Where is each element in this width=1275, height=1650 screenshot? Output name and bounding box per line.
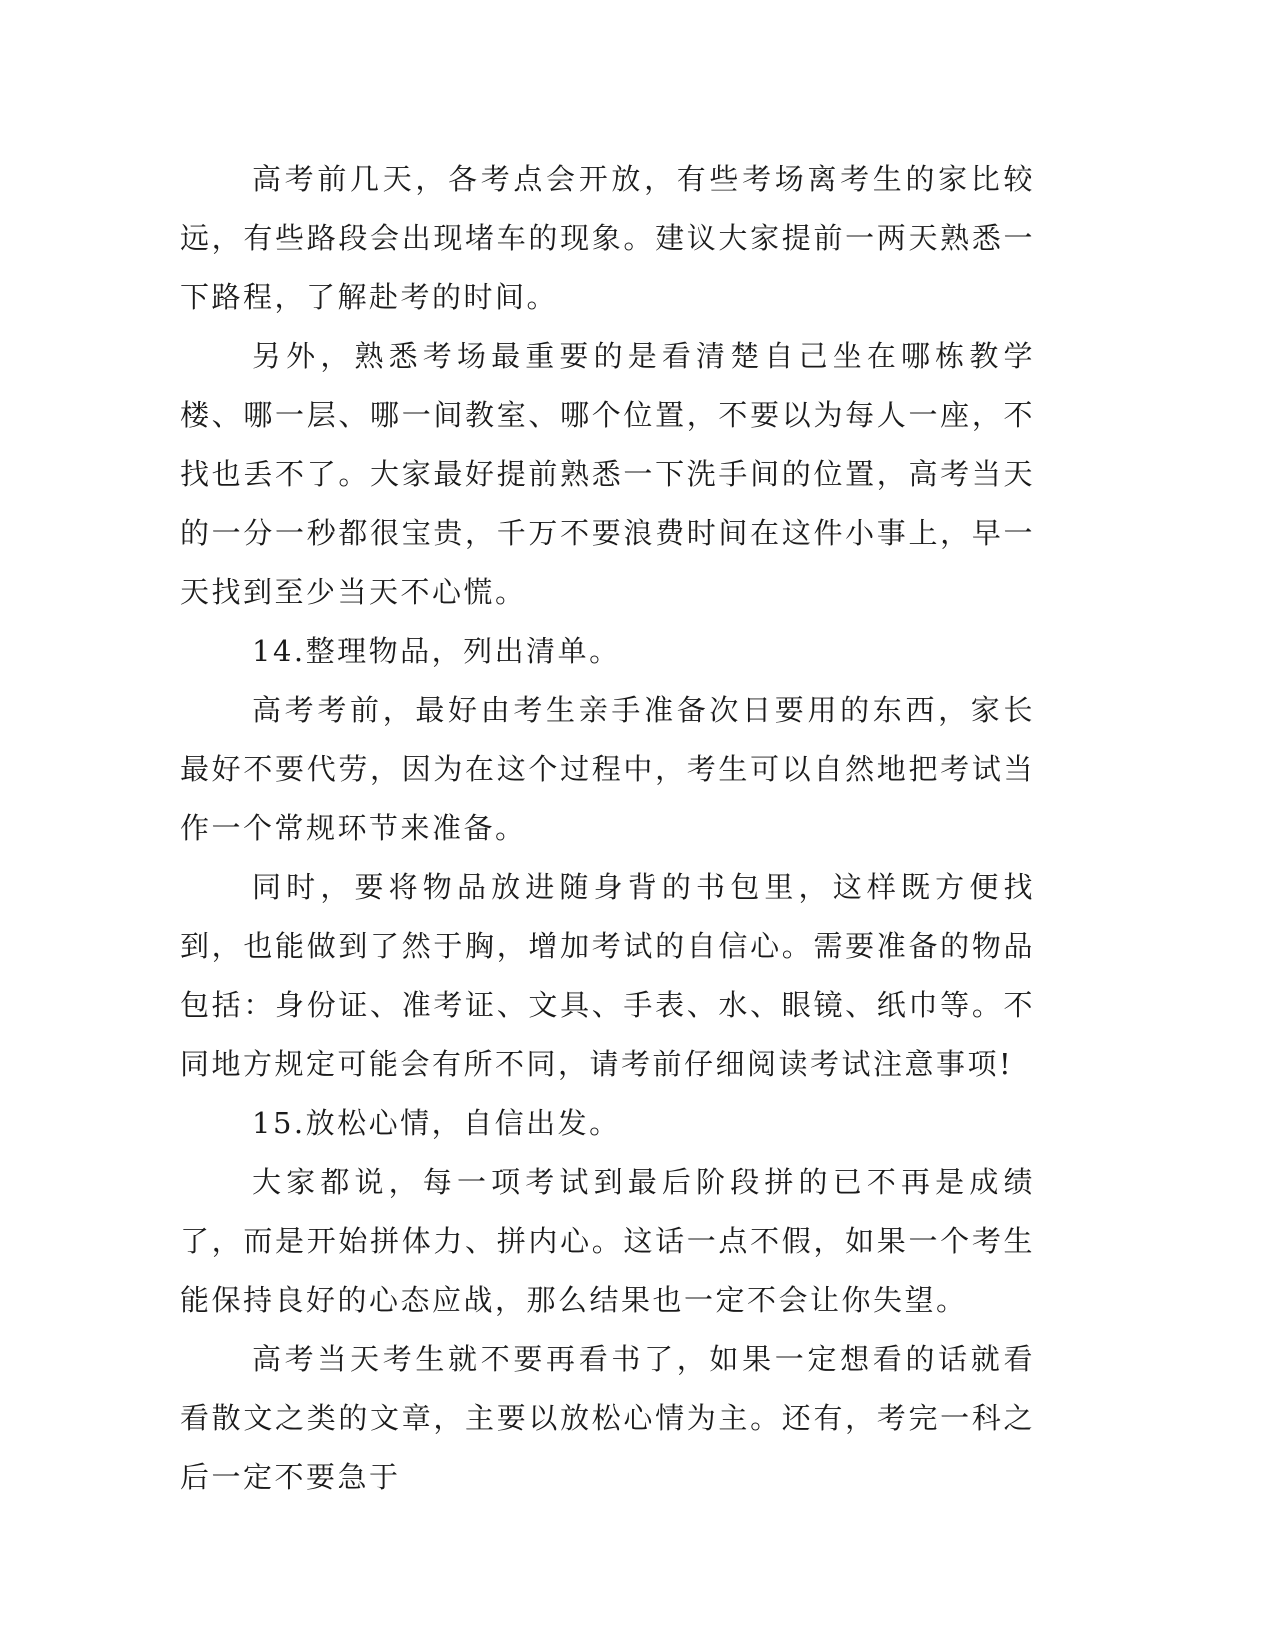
paragraph-exam-day: 高考当天考生就不要再看书了，如果一定想看的话就看看散文之类的文章，主要以放松心情为主。还有，考完一科之后一定不要急于 <box>180 1342 1035 1494</box>
heading-15-relax: 15.放松心情，自信出发。 <box>252 1106 621 1140</box>
paragraph-exam-room: 另外，熟悉考场最重要的是看清楚自己坐在哪栋教学楼、哪一层、哪一间教室、哪个位置，不要以为每人一座，不找也丢不了。大家最好提前熟悉一下洗手间的位置，高考当天的一分一秒都很宝贵，千万不要浪费时间在这件小事上，早一天找到至少当天不心慌。 <box>180 339 1035 609</box>
paragraph-prepare-items: 高考考前，最好由考生亲手准备次日要用的东西，家长最好不要代劳，因为在这个过程中，考生可以自然地把考试当作一个常规环节来准备。 <box>180 693 1035 845</box>
document-page <box>180 150 1035 1507</box>
paragraph-mindset: 大家都说，每一项考试到最后阶段拼的已不再是成绩了，而是开始拼体力、拼内心。这话一点不假，如果一个考生能保持良好的心态应战，那么结果也一定不会让你失望。 <box>180 1165 1035 1317</box>
paragraph-exam-route: 高考前几天，各考点会开放，有些考场离考生的家比较远，有些路段会出现堵车的现象。建议大家提前一两天熟悉一下路程，了解赴考的时间。 <box>180 162 1035 314</box>
heading-14-organize-items: 14.整理物品，列出清单。 <box>252 634 621 668</box>
paragraph-item-list: 同时，要将物品放进随身背的书包里，这样既方便找到，也能做到了然于胸，增加考试的自信心。需要准备的物品包括：身份证、准考证、文具、手表、水、眼镜、纸巾等。不同地方规定可能会有所不同，请考前仔细阅读考试注意事项! <box>180 870 1035 1081</box>
